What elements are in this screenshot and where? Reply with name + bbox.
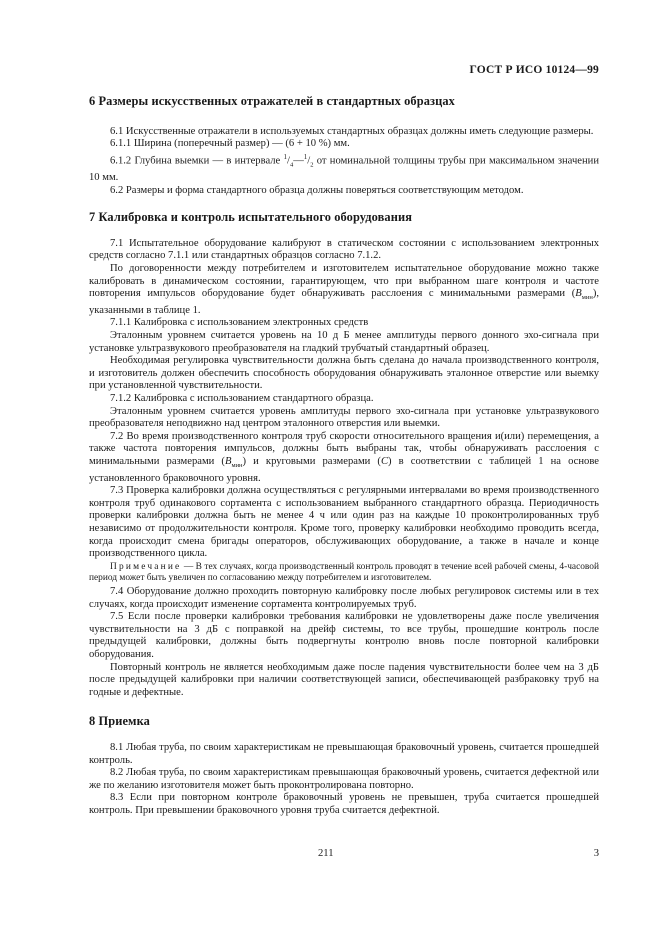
note-label: Примечание xyxy=(110,561,182,572)
paragraph-7-5-retest: Повторный контроль не является необходимым даже после падения чувствительности более чем на 3 дБ после предыдущей калибровки при наличии соответствующей записи, обеспечивающей разбраковку труб на годные и дефектные. xyxy=(89,661,599,698)
paragraph-6-2: 6.2 Размеры и форма стандартного образца должны поверяться соответствующим методом. xyxy=(110,184,524,196)
paragraph-7-4: 7.4 Оборудование должно проходить повторную калибровку после любых регулировок системы или в тех случаях, когда происходит изменение сортамента контролируемых труб. xyxy=(89,586,599,610)
sheet-number: 3 xyxy=(593,848,599,859)
paragraph-7-2 xyxy=(89,431,599,485)
paragraph-7-2-end: ) в соответствии с таблицей 1 на основе установленного браковочного уровня. xyxy=(89,456,599,484)
paragraph-8-1: 8.1 Любая труба, по своим характеристикам не превышающая браковочный уровень, считается прошедшей контроль. xyxy=(89,741,599,766)
paragraph-7-5: 7.5 Если после проверки калибровки требования калибровки не удовлетворены даже после увеличения чувствительности на 3 дБ с поправкой на дрейф системы, то все трубы, прошедшие контроль после предыдущей калибровки, должны быть подвергнуты контролю вновь после повторной калибровки оборудования. xyxy=(89,611,599,661)
standard-code-header: ГОСТ Р ИСО 10124—99 xyxy=(469,64,599,76)
paragraph-7-1-1-adjustment: Необходимая регулировка чувствительности должна быть сделана до начала производственного контроля, и изготовитель должен обеспечить способность оборудования обнаруживать эталонное отверстие или выемку при установленной чувствительности. xyxy=(89,355,599,392)
paragraph-7-2-middle: ) и круговыми размерами ( xyxy=(242,456,381,467)
note-text: — В тех случаях, когда производственный контроль проводят в течение всей рабочей смены, 4-часовой период может быть увеличен по согласованию между потребителем и изготовителем. xyxy=(89,561,599,584)
paragraph-7-3: 7.3 Проверка калибровки должна осуществляться с регулярными интервалами во время производственного контроля труб одинакового сортамента с использованием выбранного стандартного образца. Периодичность проверки калибровки должна быть не менее 4 ч или один раз на каждые 10 проконтролированных труб независимо от продолжительности контроля. Кроме того, проверку калибровки необходимо проводить всегда, когда происходит смена бригады операторов, обслуживающих оборудование, а также в начале и конце производственного цикла. xyxy=(89,485,599,560)
paragraph-6-1: 6.1 Искусственные отражатели в используемых стандартных образцах должны иметь следующие размеры. xyxy=(110,125,594,137)
fraction-2-denominator: 2 xyxy=(310,161,314,169)
symbol-b-subscript: мин xyxy=(231,462,243,470)
fraction-1-numerator: 1 xyxy=(283,152,287,161)
symbol-b: B xyxy=(224,456,232,467)
section-8-heading: 8 Приемка xyxy=(89,714,150,729)
paragraph-7-1-1: 7.1.1 Калибровка с использованием электронных средств xyxy=(110,317,369,329)
paragraph-7-1-1-reference: Эталонным уровнем считается уровень на 10 д Б менее амплитуды первого донного эхо-сигнала при установке ультразвукового преобразователя на гладкий трубчатый стандартный образец. xyxy=(89,330,599,354)
paragraph-8-3: 8.3 Если при повторном контроле браковочный уровень не превышен, труба считается прошедшей контроль. При превышении браковочного уровня труба считается дефектной. xyxy=(89,792,599,816)
paragraph-7-1-dynamic-end: ), указанными в таблице 1. xyxy=(89,288,599,316)
section-7-heading: 7 Калибровка и контроль испытательного оборудования xyxy=(89,210,413,225)
fraction-dash: — xyxy=(293,155,304,167)
symbol-b: B xyxy=(575,288,582,300)
symbol-c: C xyxy=(380,456,389,467)
paragraph-8-2: 8.2 Любая труба, по своим характеристикам превышающая браковочный уровень, считается дефектной или же по желанию изготовителя может быть проконтролирована повторно. xyxy=(89,767,599,791)
paragraph-7-1-dynamic xyxy=(89,263,599,317)
document-body xyxy=(89,93,599,818)
paragraph-7-2-start: 7.2 Во время производственного контроля труб скорости относительного вращения и(или) перемещения, а также частота повторения импульсов, должны быть выбраны так, чтобы обнаруживать расслоения с минимальными размерами ( xyxy=(89,430,599,467)
paragraph-6-1-1: 6.1.1 Ширина (поперечный размер) — (6 + 10 %) мм. xyxy=(110,138,350,150)
paragraph-6-1-2-start: 6.1.2 Глубина выемки — в интервале xyxy=(110,155,284,167)
note-7-3 xyxy=(89,562,599,585)
paragraph-7-1-2: 7.1.2 Калибровка с использованием стандартного образца. xyxy=(110,393,374,405)
section-6-heading: 6 Размеры искусственных отражателей в стандартных образцах xyxy=(89,94,455,108)
paragraph-7-1: 7.1 Испытательное оборудование калибруют в статическом состоянии с использованием электронных средств согласно 7.1.1 или стандартных образцов согласно 7.1.2. xyxy=(89,237,599,262)
paragraph-7-1-dynamic-start: По договоренности между потребителем и изготовителем испытательное оборудование можно также калибровать в динамическом состоянии, гарантирующем, что при выбранном шаге контроля и частоте повторения импульсов оборудование будет обнаруживать расслоения с минимальными размерами ( xyxy=(89,262,599,300)
symbol-b-subscript: мин xyxy=(581,294,593,302)
paragraph-6-1-2: 6.1.2 Глубина выемки — в интервале $^1/_4—^1/_2$ от номинальной толщины трубы при максимальном значении 10 мм. xyxy=(89,152,599,184)
paragraph-6-1-2-end: от номинальной толщины трубы при максимальном значении 10 мм. xyxy=(89,155,599,184)
page-number: 211 xyxy=(318,848,334,859)
fraction-2-numerator: 1 xyxy=(303,152,308,161)
paragraph-7-1-2-reference: Эталонным уровнем считается уровень амплитуды первого эхо-сигнала при установке ультразвукового преобразователя неподвижно над центром эталонного отверстия или выемки. xyxy=(89,405,599,430)
fraction-1-denominator: 4 xyxy=(289,161,294,169)
